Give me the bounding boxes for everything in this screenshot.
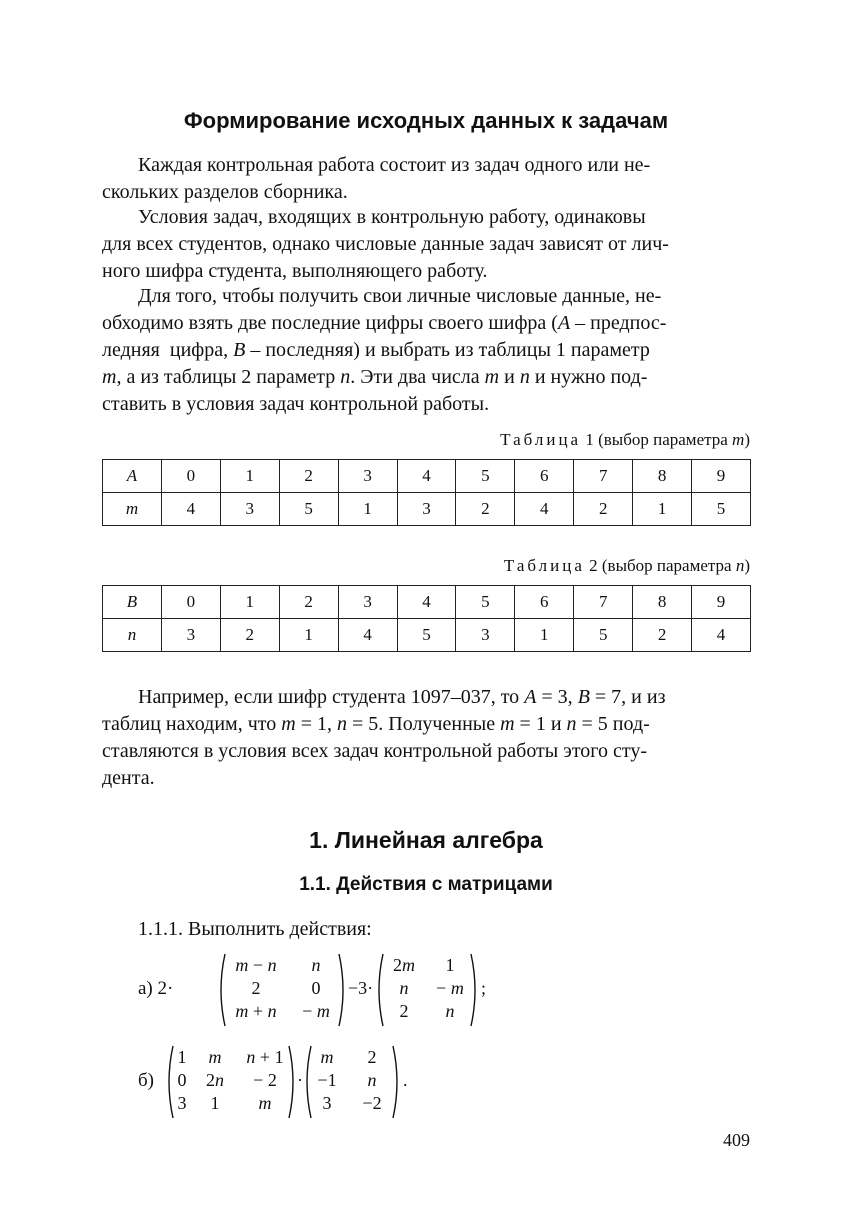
table-cell: 3 <box>397 493 456 526</box>
table-cell: 1 <box>338 493 397 526</box>
table-row <box>103 619 751 652</box>
table-row <box>103 586 751 619</box>
table-cell: 3 <box>220 493 279 526</box>
table-cell: A <box>103 460 162 493</box>
page <box>102 0 750 1229</box>
table-param-m <box>102 459 751 526</box>
table-cell: 5 <box>456 586 515 619</box>
table-cell: 4 <box>515 493 574 526</box>
table-param-n <box>102 585 751 652</box>
table-cell: 3 <box>338 586 397 619</box>
table-cell: 1 <box>220 460 279 493</box>
table-cell: 2 <box>279 586 338 619</box>
table-cell: n <box>103 619 162 652</box>
table-cell: 2 <box>633 619 692 652</box>
table-cell: 9 <box>692 586 751 619</box>
table-cell: 5 <box>574 619 633 652</box>
table-cell: 4 <box>397 460 456 493</box>
paren-right <box>392 1044 402 1120</box>
table-cell: 7 <box>574 586 633 619</box>
table-cell: 1 <box>515 619 574 652</box>
table-cell: 5 <box>397 619 456 652</box>
table-cell: 4 <box>338 619 397 652</box>
formula-b: б) 1 m n + 1 0 2n − 2 3 1 m · m 2 −1 n 3 −2 . <box>138 1044 538 1124</box>
paragraph-1: Каждая контрольная работа состоит из задач одного или не- скольких разделов сборника. <box>102 154 651 203</box>
table-cell: 2 <box>279 460 338 493</box>
page-title: Формирование исходных данных к задачам <box>183 108 669 133</box>
table-row <box>103 493 751 526</box>
table-cell: 8 <box>633 586 692 619</box>
page-number: 409 <box>723 1130 750 1150</box>
table-cell: 5 <box>456 460 515 493</box>
paragraph-2: Условия задач, входящих в контрольную работу, одинаковы для всех студентов, однако числовые данные задач зависят от лич- ного шифра студента, выполняющего работу. <box>102 206 669 282</box>
table-cell: 3 <box>456 619 515 652</box>
table-cell: 7 <box>574 460 633 493</box>
paragraph-example: Например, если шифр студента 1097–037, то A = 3, B = 7, и из таблиц находим, что m = 1, n = 5. Полученные m = 1 и n = 5 под- ставляются в условия всех задач контрольной работы этого сту- дента. <box>102 686 666 789</box>
table-cell: 3 <box>161 619 220 652</box>
paragraph-3: Для того, чтобы получить свои личные числовые данные, не- обходимо взять две последние цифры своего шифра (A – предпос- ледняя цифра, B – последняя) и выбрать из таблицы 1 параметр m, а из таблицы 2 параметр n. Эти два числа m и n и нужно под- ставить в условия задач контрольной работы. <box>102 285 667 415</box>
table-cell: 1 <box>633 493 692 526</box>
table-cell: 4 <box>161 493 220 526</box>
table-cell: m <box>103 493 162 526</box>
table-cell: 2 <box>456 493 515 526</box>
table1-caption: Таблица 1 (выбор параметра m) <box>500 430 750 449</box>
section-heading: 1.1. Действия с матрицами <box>299 874 553 895</box>
paren-left <box>374 952 384 1028</box>
table-cell: 9 <box>692 460 751 493</box>
table-cell: 5 <box>279 493 338 526</box>
table-cell: 1 <box>279 619 338 652</box>
table2-caption: Таблица 2 (выбор параметра n) <box>503 556 750 575</box>
table-cell: 1 <box>220 586 279 619</box>
paren-right <box>470 952 480 1028</box>
table-cell: 2 <box>220 619 279 652</box>
table-cell: 4 <box>397 586 456 619</box>
task-label: 1.1.1. Выполнить действия: <box>138 918 372 940</box>
table-cell: 2 <box>574 493 633 526</box>
table-cell: 5 <box>692 493 751 526</box>
table-cell: 6 <box>515 586 574 619</box>
paren-left <box>216 952 226 1028</box>
table-cell: 0 <box>161 586 220 619</box>
formula-a: а) 2· m − n n 2 0 m + n − m −3· 2m 1 n − m 2 n ; <box>138 952 538 1032</box>
paren-right <box>338 952 348 1028</box>
table-cell: 0 <box>161 460 220 493</box>
chapter-heading: 1. Линейная алгебра <box>309 827 543 853</box>
table-row <box>103 460 751 493</box>
table-cell: 8 <box>633 460 692 493</box>
table-cell: 6 <box>515 460 574 493</box>
table-cell: B <box>103 586 162 619</box>
table-cell: 3 <box>338 460 397 493</box>
table-cell: 4 <box>692 619 751 652</box>
